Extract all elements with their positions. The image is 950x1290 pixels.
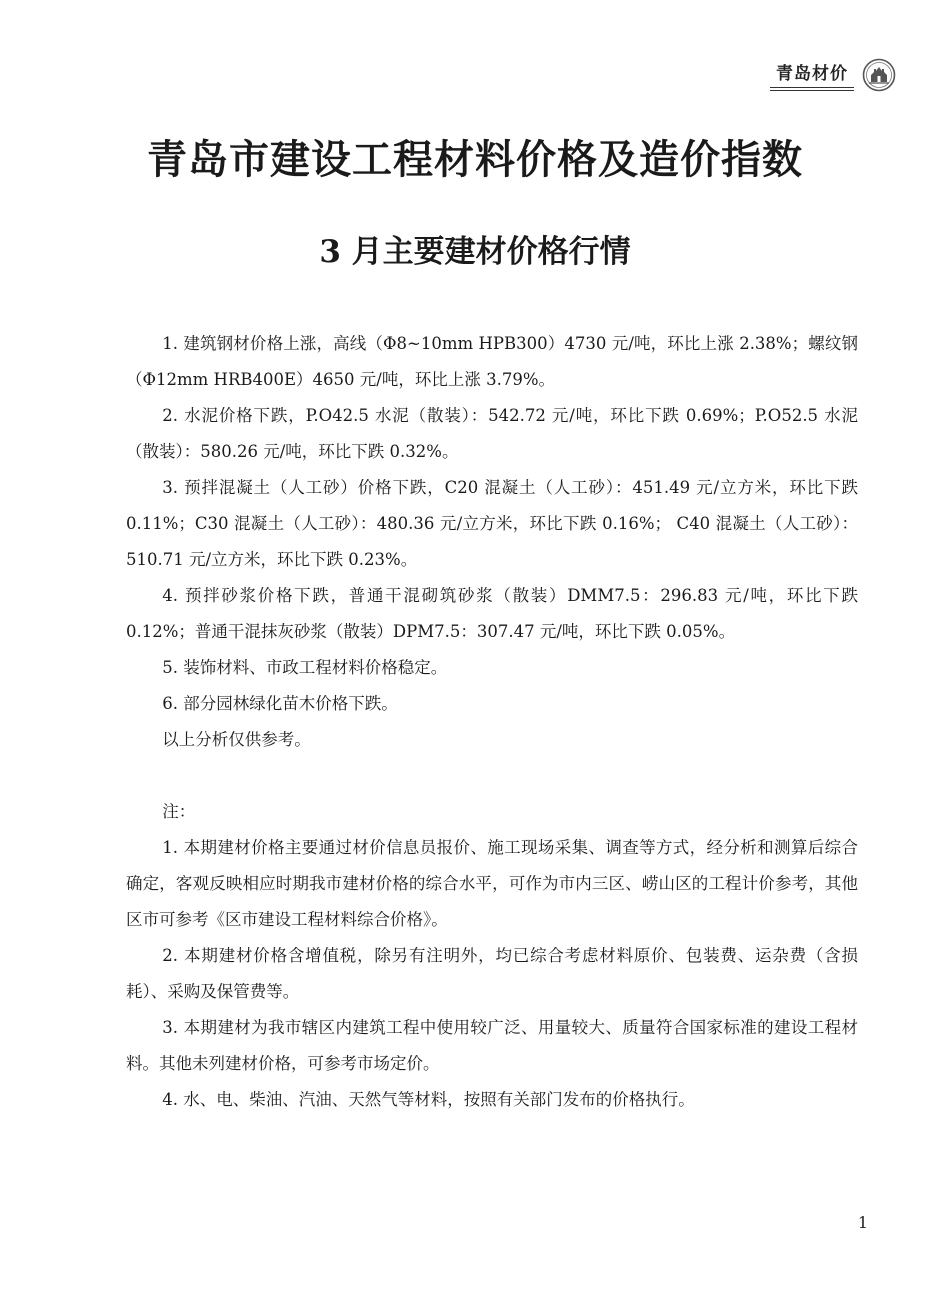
article-body — [126, 326, 858, 1118]
section-title: 3 月主要建材价格行情 — [319, 234, 631, 270]
page-number: 1 — [857, 1213, 868, 1232]
price-item-seedlings: 6. 部分园林绿化苗木价格下跌。 — [162, 694, 398, 713]
notes-label: 注： — [162, 802, 196, 821]
price-item-decoration: 5. 装饰材料、市政工程材料价格稳定。 — [162, 658, 448, 677]
brand-underline — [770, 87, 854, 91]
brand-name: 青岛材价 — [776, 64, 848, 84]
qingdao-emblem-icon — [862, 58, 896, 92]
note-item-4: 4. 水、电、柴油、汽油、天然气等材料，按照有关部门发布的价格执行。 — [162, 1090, 695, 1109]
note-item-2: 2. 本期建材价格含增值税，除另有注明外，均已综合考虑材料原价、包装费、运杂费（含损耗）、采购及保管费等。 — [126, 946, 858, 1001]
brand-block — [770, 59, 854, 91]
price-item-steel: 1. 建筑钢材价格上涨，高线（Φ8~10mm HPB300）4730 元/吨，环比上涨 2.38%；螺纹钢（Φ12mm HRB400E）4650 元/吨，环比上涨 3.79%。 — [126, 334, 858, 389]
page-title: 青岛市建设工程材料价格及造价指数 — [147, 137, 803, 183]
price-item-mortar: 4. 预拌砂浆价格下跌，普通干混砌筑砂浆（散装）DMM7.5：296.83 元/吨，环比下跌 0.12%；普通干混抹灰砂浆（散装）DPM7.5：307.47 元/吨，环比下跌 0.05%。 — [126, 586, 858, 641]
note-item-3: 3. 本期建材为我市辖区内建筑工程中使用较广泛、用量较大、质量符合国家标准的建设工程材料。其他未列建材价格，可参考市场定价。 — [126, 1018, 858, 1073]
price-item-concrete: 3. 预拌混凝土（人工砂）价格下跌，C20 混凝土（人工砂）：451.49 元/立方米，环比下跌 0.11%；C30 混凝土（人工砂）：480.36 元/立方米，环比下跌 0.16%； C40 混凝土（人工砂）： 510.71 元/立方米，环比下跌 0.23%。 — [126, 478, 859, 569]
page-header — [770, 58, 896, 92]
price-item-cement: 2. 水泥价格下跌，P.O42.5 水泥（散装）：542.72 元/吨，环比下跌 0.69%；P.O52.5 水泥（散装）：580.26 元/吨，环比下跌 0.32%。 — [126, 406, 858, 461]
note-item-1: 1. 本期建材价格主要通过材价信息员报价、施工现场采集、调查等方式，经分析和测算后综合确定，客观反映相应时期我市建材价格的综合水平，可作为市内三区、崂山区的工程计价参考，其他区市可参考《区市建设工程材料综合价格》。 — [126, 838, 858, 929]
disclaimer: 以上分析仅供参考。 — [162, 730, 311, 749]
